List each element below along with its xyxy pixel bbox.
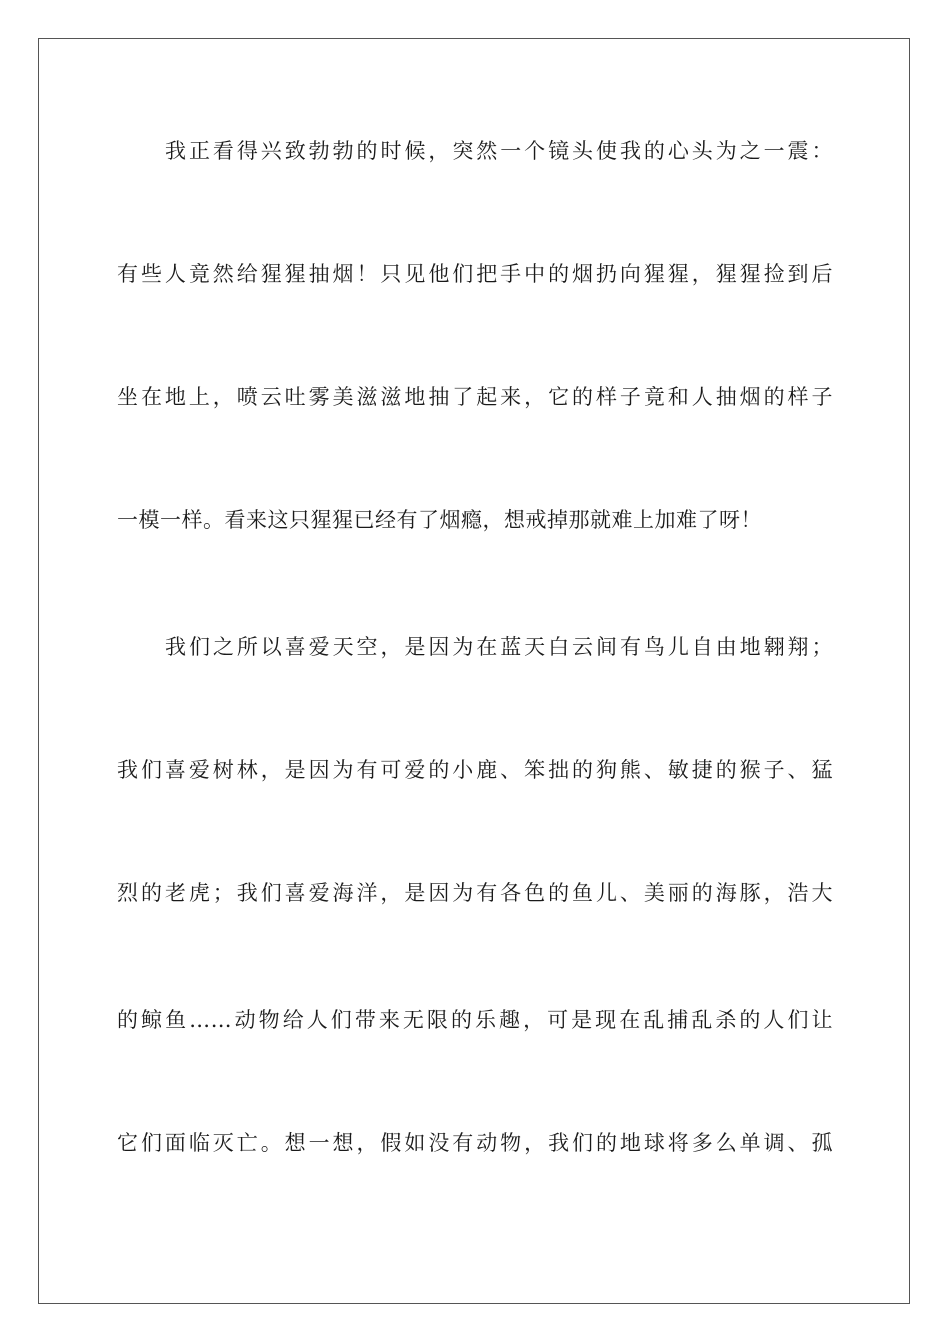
page-border [38,38,910,1304]
paragraph-1-line-4: 一模一样。看来这只猩猩已经有了烟瘾，想戒掉那就难上加难了呀！ [117,508,762,532]
paragraph-1-line-3: 坐在地上，喷云吐雾美滋滋地抽了起来，它的样子竟和人抽烟的样子 [117,385,833,409]
paragraph-1-line-2: 有些人竟然给猩猩抽烟！只见他们把手中的烟扔向猩猩，猩猩捡到后 [117,262,833,286]
paragraph-2-line-1: 我们之所以喜爱天空，是因为在蓝天白云间有鸟儿自由地翱翔； [165,635,833,659]
paragraph-2-line-5: 它们面临灭亡。想一想，假如没有动物，我们的地球将多么单调、孤 [117,1131,833,1155]
paragraph-1-line-1: 我正看得兴致勃勃的时候，突然一个镜头使我的心头为之一震： [165,139,833,163]
paragraph-2-line-4: 的鲸鱼……动物给人们带来无限的乐趣，可是现在乱捕乱杀的人们让 [117,1008,833,1032]
paragraph-2-line-3: 烈的老虎；我们喜爱海洋，是因为有各色的鱼儿、美丽的海豚，浩大 [117,881,833,905]
paragraph-2-line-2: 我们喜爱树林，是因为有可爱的小鹿、笨拙的狗熊、敏捷的猴子、猛 [117,758,833,782]
